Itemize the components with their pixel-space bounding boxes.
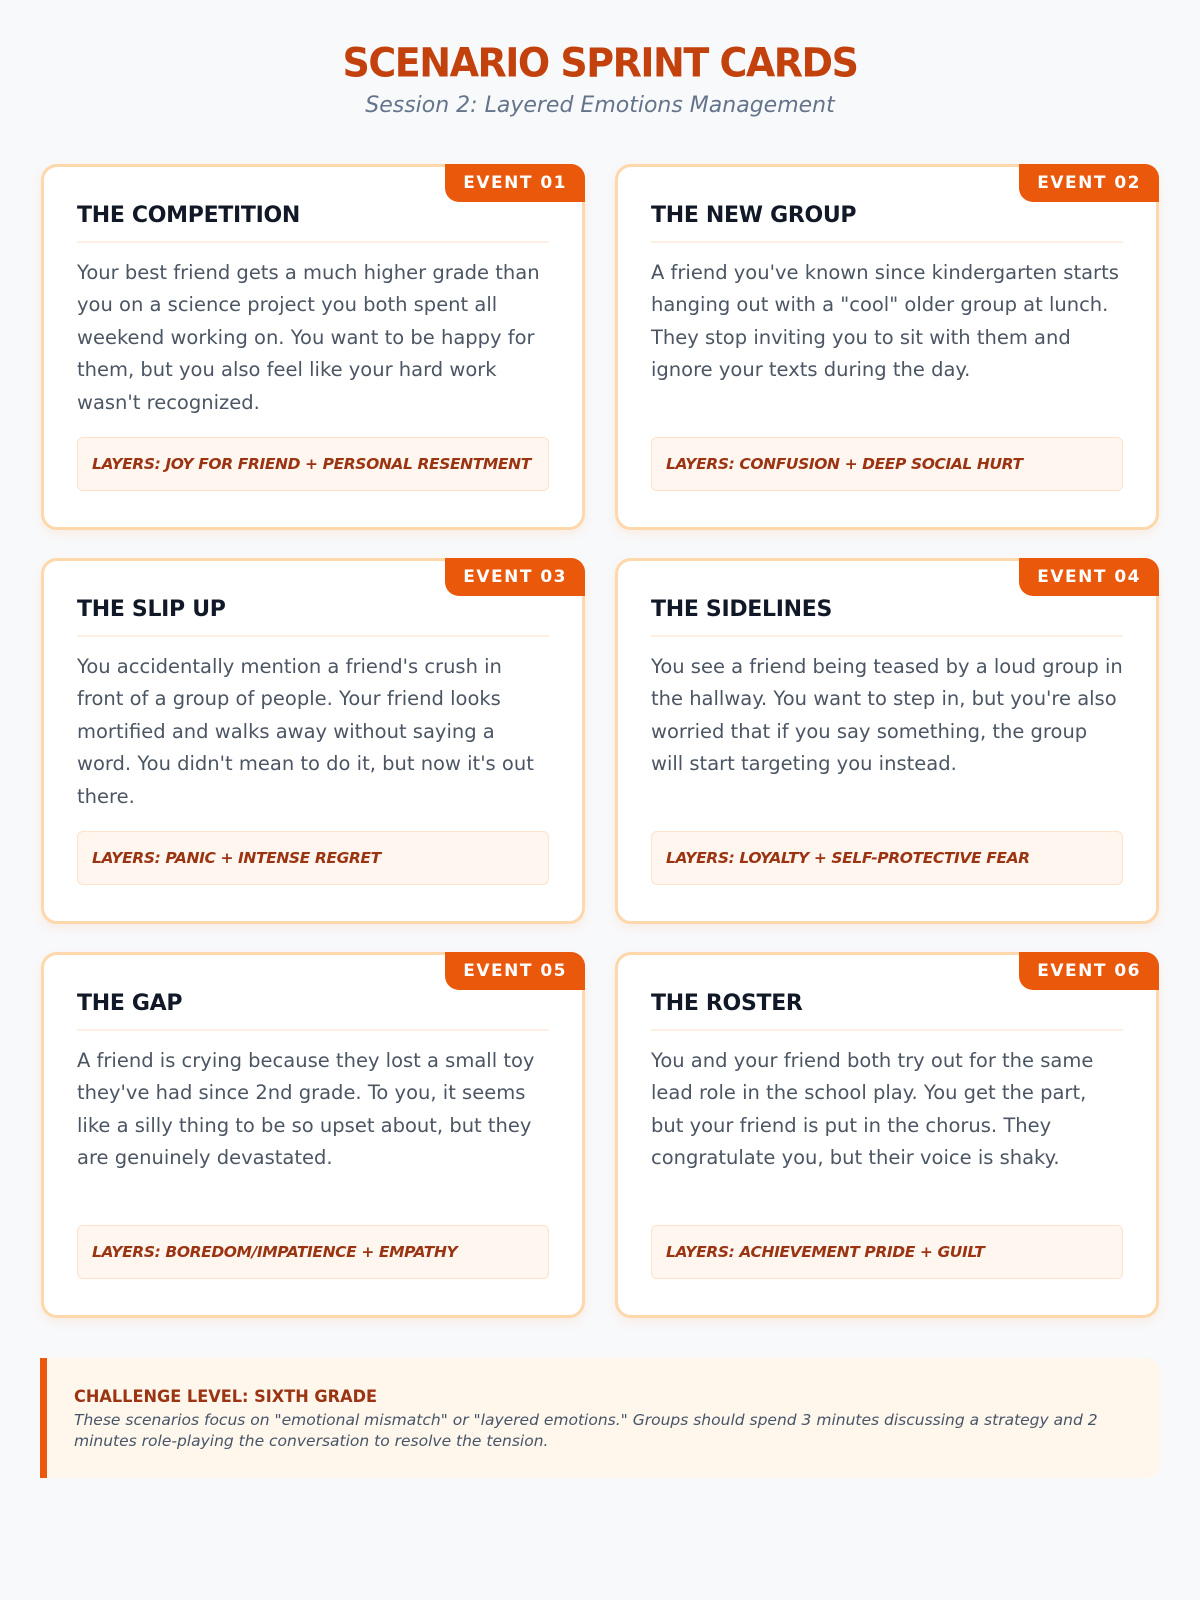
card-description: You see a friend being teased by a loud group in the hallway. You want to step in, but you're also worried that if you say something, the group will start targeting you instead. xyxy=(651,655,1123,776)
layers-box: LAYERS: ACHIEVEMENT PRIDE + GUILT xyxy=(651,1225,1123,1279)
card-description: A friend you've known since kindergarten starts hanging out with a "cool" older group at lunch. They stop inviting you to sit with them and ignore your texts during the day. xyxy=(651,261,1119,382)
layers-box: LAYERS: LOYALTY + SELF-PROTECTIVE FEAR xyxy=(651,831,1123,885)
layers-box: LAYERS: BOREDOM/IMPATIENCE + EMPATHY xyxy=(77,1225,549,1279)
layers-box: LAYERS: CONFUSION + DEEP SOCIAL HURT xyxy=(651,437,1123,491)
challenge-level-title: CHALLENGE LEVEL: SIXTH GRADE xyxy=(74,1387,378,1407)
event-badge: EVENT 02 xyxy=(1019,164,1159,202)
card-description: You and your friend both try out for the same lead role in the school play. You get the part, but your friend is put in the chorus. They congratulate you, but their voice is shaky. xyxy=(651,1049,1094,1170)
challenge-level-text: These scenarios focus on "emotional mismatch" or "layered emotions." Groups should spend 3 minutes discussing a strategy and 2 minutes role-playing the conversation to resolve the tension. xyxy=(74,1411,1098,1450)
card-grid xyxy=(41,164,1159,1318)
scenario-card-01 xyxy=(41,164,585,530)
page-header xyxy=(0,40,1200,120)
card-description: A friend is crying because they lost a small toy they've had since 2nd grade. To you, it seems like a silly thing to be so upset about, but they are genuinely devastated. xyxy=(77,1049,535,1170)
page-subtitle: Session 2: Layered Emotions Management xyxy=(365,93,835,118)
event-badge: EVENT 06 xyxy=(1019,952,1159,990)
card-title: THE SIDELINES xyxy=(651,595,1123,637)
card-description: You accidentally mention a friend's crush in front of a group of people. Your friend looks mortified and walks away without saying a word. You didn't mean to do it, but now it's out there. xyxy=(77,655,534,808)
event-badge: EVENT 01 xyxy=(445,164,585,202)
challenge-level-note xyxy=(40,1358,1160,1478)
page-title: SCENARIO SPRINT CARDS xyxy=(342,39,858,87)
scenario-card-03 xyxy=(41,558,585,924)
scenario-card-04 xyxy=(615,558,1159,924)
card-title: THE SLIP UP xyxy=(77,595,549,637)
card-title: THE NEW GROUP xyxy=(651,201,1123,243)
scenario-card-02 xyxy=(615,164,1159,530)
event-badge: EVENT 05 xyxy=(445,952,585,990)
event-badge: EVENT 03 xyxy=(445,558,585,596)
card-title: THE GAP xyxy=(77,989,549,1031)
card-title: THE COMPETITION xyxy=(77,201,549,243)
card-description: Your best friend gets a much higher grade than you on a science project you both spent all weekend working on. You want to be happy for them, but you also feel like your hard work wasn't recognized. xyxy=(77,261,540,414)
card-title: THE ROSTER xyxy=(651,989,1123,1031)
scenario-card-06 xyxy=(615,952,1159,1318)
layers-box: LAYERS: PANIC + INTENSE REGRET xyxy=(77,831,549,885)
scenario-card-05 xyxy=(41,952,585,1318)
layers-box: LAYERS: JOY FOR FRIEND + PERSONAL RESENTMENT xyxy=(77,437,549,491)
event-badge: EVENT 04 xyxy=(1019,558,1159,596)
